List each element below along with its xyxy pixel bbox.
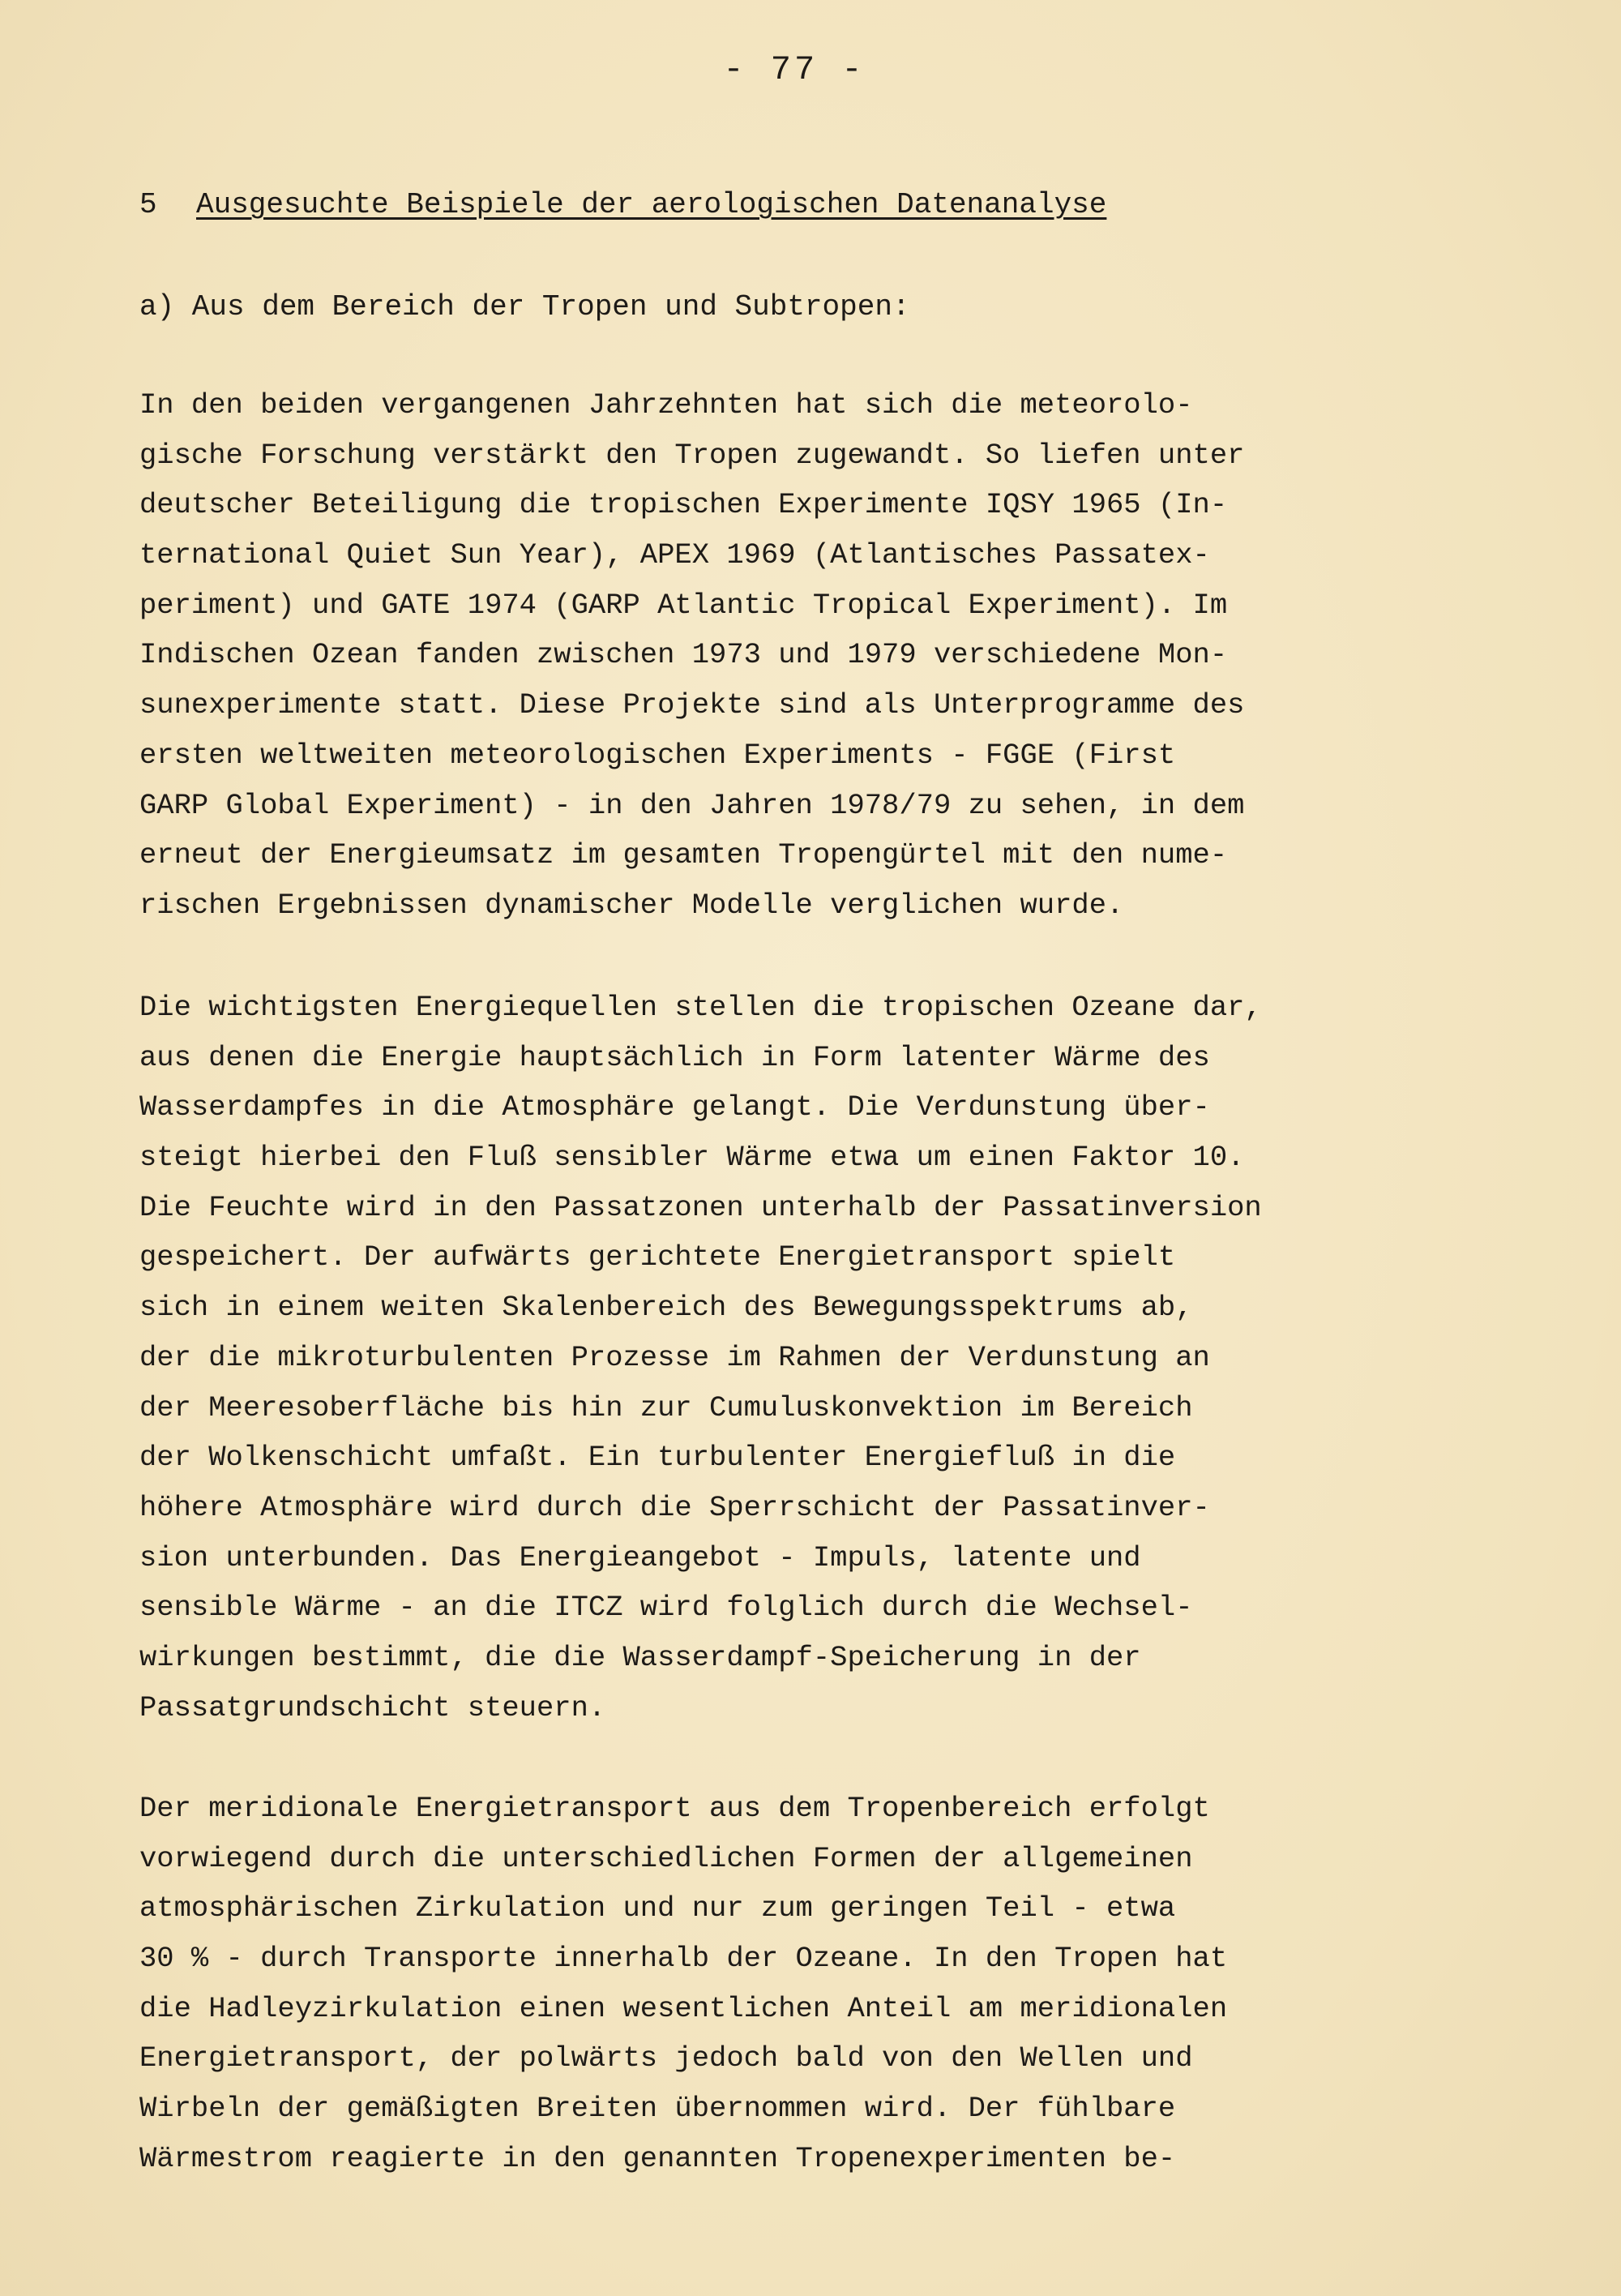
text-line: GARP Global Experiment) - in den Jahren 1978/79 zu sehen, in dem: [139, 788, 1245, 822]
subsection-heading: a) Aus dem Bereich der Tropen und Subtropen:: [139, 290, 910, 323]
text-line: Wirbeln der gemäßigten Breiten übernommen wird. Der fühlbare: [139, 2092, 1176, 2126]
text-line: sensible Wärme - an die ITCZ wird folglich durch die Wechsel-: [139, 1591, 1193, 1625]
text-line: atmosphärischen Zirkulation und nur zum geringen Teil - etwa: [139, 1891, 1176, 1925]
text-line: aus denen die Energie hauptsächlich in Form latenter Wärme des: [139, 1040, 1210, 1074]
text-line: höhere Atmosphäre wird durch die Sperrschicht der Passatinver-: [139, 1490, 1210, 1524]
text-line: Energietransport, der polwärts jedoch bald von den Wellen und: [139, 2041, 1193, 2075]
text-line: deutscher Beteiligung die tropischen Experimente IQSY 1965 (In-: [139, 488, 1228, 522]
text-line: Die wichtigsten Energiequellen stellen die tropischen Ozeane dar,: [139, 991, 1262, 1024]
text-line: sion unterbunden. Das Energieangebot - Impuls, latente und: [139, 1540, 1141, 1574]
text-line: ternational Quiet Sun Year), APEX 1969 (Atlantisches Passatex-: [139, 538, 1210, 572]
text-line: Indischen Ozean fanden zwischen 1973 und 1979 verschiedene Mon-: [139, 638, 1228, 672]
text-line: 30 % - durch Transporte innerhalb der Ozeane. In den Tropen hat: [139, 1942, 1228, 1976]
text-line: wirkungen bestimmt, die die Wasserdampf-Speicherung in der: [139, 1640, 1141, 1674]
paragraph-1: [139, 380, 1244, 931]
text-line: Wärmestrom reagierte in den genannten Tropenexperimenten be-: [139, 2141, 1176, 2175]
paragraph-2: [139, 983, 1262, 1733]
text-line: Der meridionale Energietransport aus dem Tropenbereich erfolgt: [139, 1792, 1210, 1825]
text-line: sunexperimente statt. Diese Projekte sind als Unterprogramme des: [139, 688, 1245, 722]
text-line: der Wolkenschicht umfaßt. Ein turbulenter Energiefluß in die: [139, 1441, 1176, 1475]
text-line: der die mikroturbulenten Prozesse im Rahmen der Verdunstung an: [139, 1340, 1210, 1374]
section-title: Ausgesuchte Beispiele der aerologischen Datenanalyse: [196, 188, 1107, 221]
text-line: ersten weltweiten meteorologischen Experiments - FGGE (First: [139, 738, 1176, 772]
text-line: steigt hierbei den Fluß sensibler Wärme etwa um einen Faktor 10.: [139, 1141, 1245, 1175]
text-line: Wasserdampfes in die Atmosphäre gelangt. Die Verdunstung über-: [139, 1090, 1210, 1124]
text-line: Die Feuchte wird in den Passatzonen unterhalb der Passatinversion: [139, 1190, 1262, 1224]
text-line: Passatgrundschicht steuern.: [139, 1690, 606, 1724]
text-line: der Meeresoberfläche bis hin zur Cumuluskonvektion im Bereich: [139, 1390, 1193, 1424]
text-line: vorwiegend durch die unterschiedlichen Formen der allgemeinen: [139, 1841, 1193, 1875]
section-heading: [139, 188, 1106, 221]
text-line: die Hadleyzirkulation einen wesentlichen Anteil am meridionalen: [139, 1991, 1228, 2025]
text-line: erneut der Energieumsatz im gesamten Tropengürtel mit den nume-: [139, 838, 1228, 872]
text-line: gische Forschung verstärkt den Tropen zugewandt. So liefen unter: [139, 438, 1245, 472]
text-line: In den beiden vergangenen Jahrzehnten hat sich die meteorolo-: [139, 388, 1193, 422]
text-line: periment) und GATE 1974 (GARP Atlantic Tropical Experiment). Im: [139, 588, 1228, 622]
section-number: 5: [139, 188, 157, 221]
text-line: gespeichert. Der aufwärts gerichtete Energietransport spielt: [139, 1240, 1176, 1274]
paragraph-3: [139, 1784, 1227, 2184]
text-line: sich in einem weiten Skalenbereich des Bewegungsspektrums ab,: [139, 1291, 1193, 1325]
text-line: rischen Ergebnissen dynamischer Modelle verglichen wurde.: [139, 888, 1124, 922]
page-number: - 77 -: [723, 50, 866, 89]
